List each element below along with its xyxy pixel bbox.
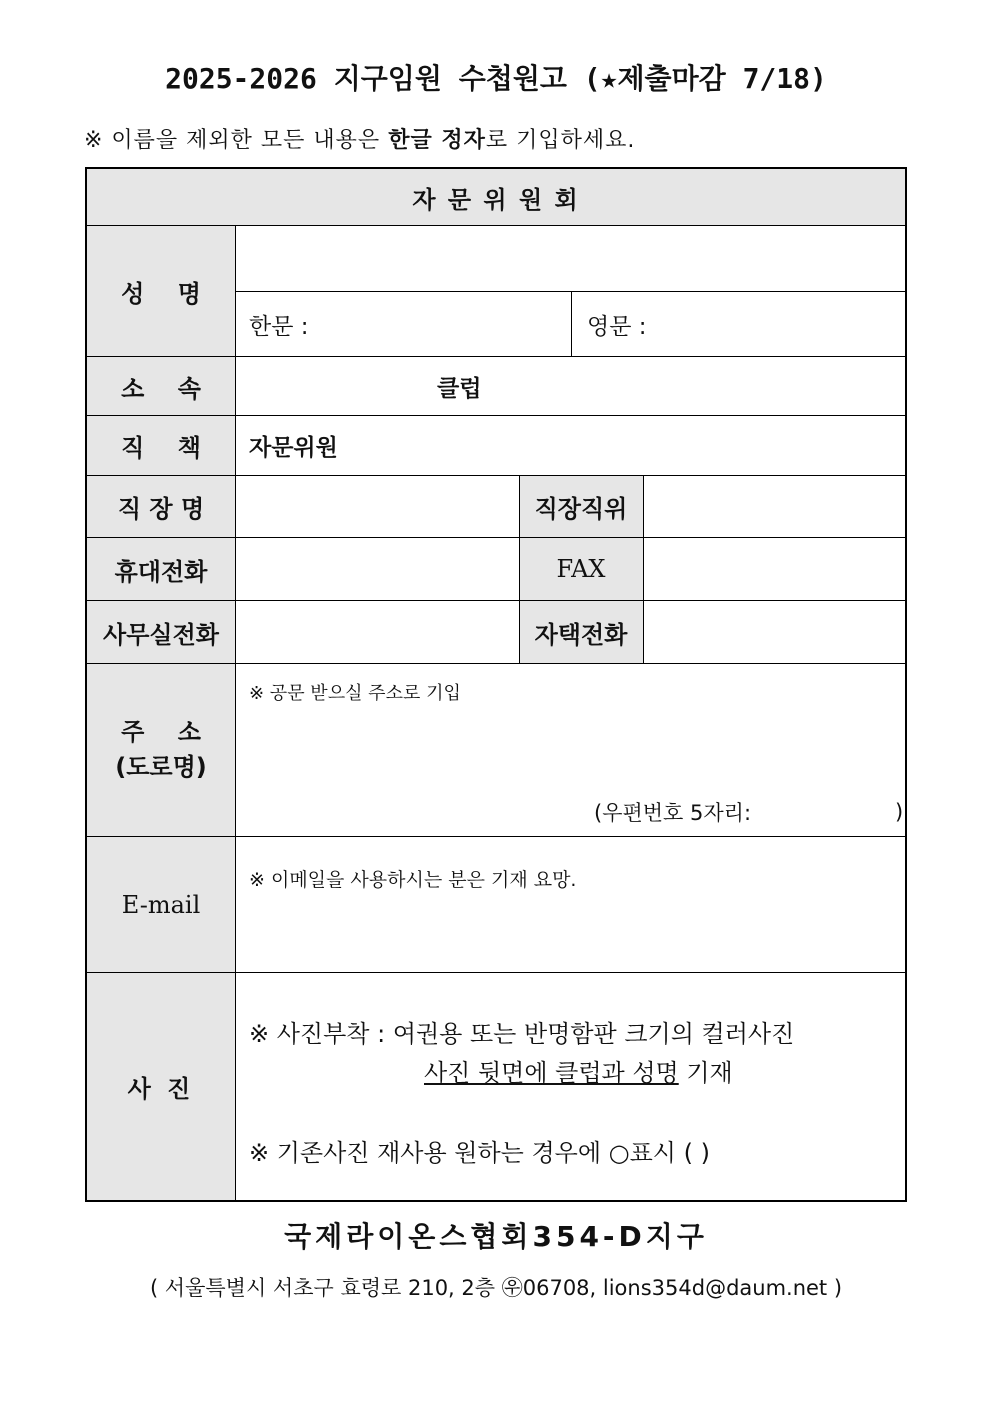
- workplace-title-label: 직장직위: [534, 495, 628, 523]
- photo-instruction-2: [424, 1053, 733, 1088]
- instruction-suffix: 로 기입하세요.: [485, 128, 636, 153]
- email-label: E-mail: [121, 890, 201, 919]
- position-value: 자문위원: [249, 435, 338, 461]
- home-phone-label: 자택전화: [534, 620, 628, 649]
- name-input-area[interactable]: [237, 227, 903, 290]
- email-input[interactable]: [237, 899, 903, 969]
- address-input[interactable]: [237, 709, 903, 799]
- organization-name: 국제라이온스협회354-D지구: [284, 1220, 708, 1253]
- instruction-emphasis: 한글 정자: [388, 128, 486, 153]
- address-note: ※ 공문 받으실 주소로 기입: [249, 683, 461, 704]
- page-title: 2025-2026 지구임원 수첩원고 (★제출마감 7/18): [165, 62, 827, 95]
- affiliation-club-value[interactable]: 클럽: [437, 375, 482, 402]
- photo-instruction-2-underlined: 사진 뒷면에 클럽과 성명: [424, 1059, 679, 1087]
- affiliation-label: 소 속: [121, 374, 201, 403]
- photo-instruction-1: ※ 사진부착 : 여권용 또는 반명함판 크기의 컬러사진: [249, 1020, 795, 1048]
- instruction-prefix: ※ 이름을 제외한 모든 내용은: [84, 128, 389, 153]
- photo-instruction-2-rest: 기재: [678, 1059, 733, 1087]
- english-name-field[interactable]: 영문 :: [587, 313, 647, 340]
- workplace-label: 직 장 명: [117, 495, 205, 523]
- mobile-input[interactable]: [237, 538, 519, 600]
- office-phone-label: 사무실전화: [103, 620, 219, 649]
- hanja-name-field[interactable]: 한문 :: [249, 313, 309, 340]
- home-phone-input[interactable]: [645, 601, 903, 663]
- workplace-input[interactable]: [237, 476, 519, 537]
- email-note: ※ 이메일을 사용하시는 분은 기재 요망.: [249, 869, 577, 891]
- postal-code-close: ): [895, 800, 904, 824]
- mobile-label: 휴대전화: [114, 557, 208, 586]
- office-phone-input[interactable]: [237, 601, 519, 663]
- postal-code-field[interactable]: [594, 795, 894, 829]
- name-label: 성 명: [121, 279, 201, 308]
- photo-reuse-checkbox[interactable]: ※ 기존사진 재사용 원하는 경우에 ○표시 ( ): [249, 1139, 710, 1167]
- address-label-line2: (도로명): [115, 753, 207, 781]
- address-label: [87, 664, 235, 836]
- postal-code-label: (우편번호 5자리:: [594, 801, 752, 825]
- workplace-title-input[interactable]: [645, 476, 903, 537]
- photo-label: 사 진: [127, 1075, 195, 1103]
- registration-form: [85, 167, 907, 1202]
- organization-address: ( 서울특별시 서초구 효령로 210, 2층 ㉾06708, lions354d@daum.net ): [149, 1276, 843, 1300]
- fax-input[interactable]: [645, 538, 903, 600]
- fax-label: FAX: [556, 555, 606, 583]
- form-header: 자 문 위 원 회: [87, 169, 905, 225]
- position-label: 직 책: [121, 434, 201, 462]
- address-label-line1: 주 소: [121, 718, 201, 747]
- instruction-note: [84, 123, 635, 154]
